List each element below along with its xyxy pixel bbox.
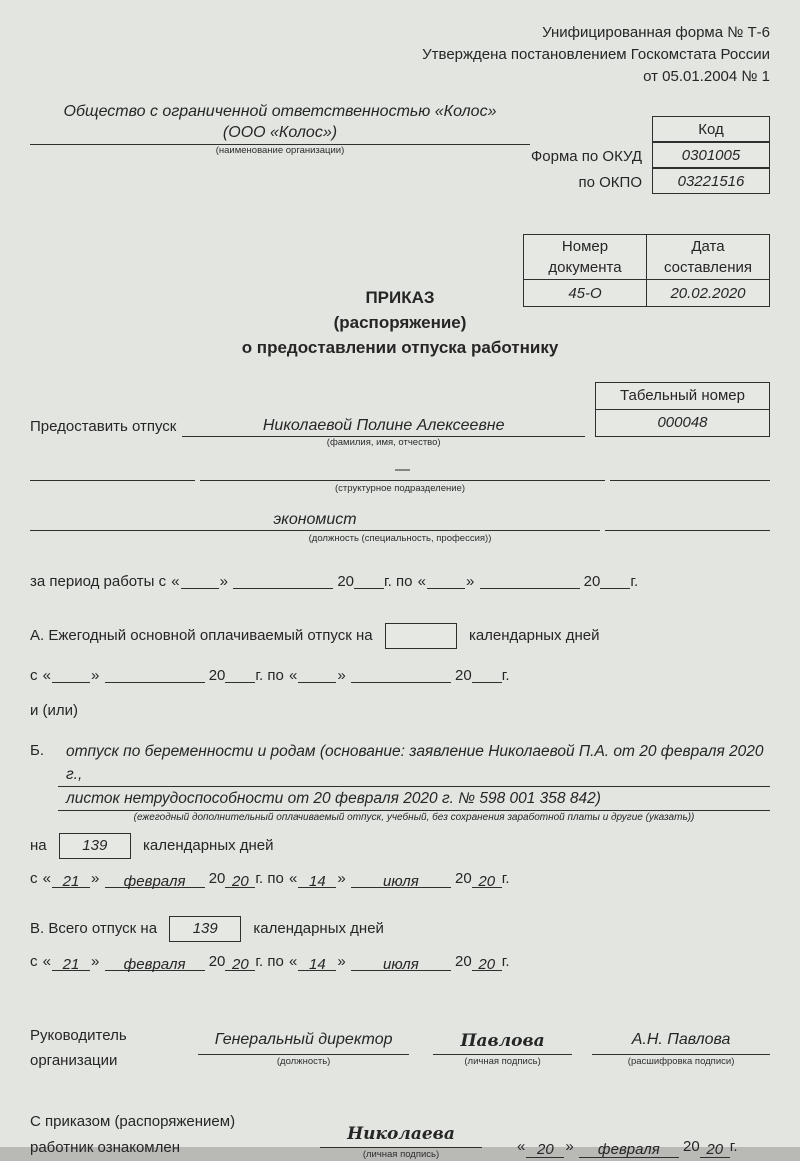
organization-short-name: (ООО «Колос»): [30, 122, 530, 145]
acknowledgement-label: [30, 1109, 282, 1161]
na-label: на: [30, 836, 47, 854]
month-blank: [233, 572, 333, 589]
section-b-days-box: 139: [59, 833, 131, 859]
form-header: [30, 22, 770, 88]
subdivision-line: [30, 461, 770, 481]
year-suffix: г.: [501, 870, 510, 887]
acknowledgement-label-line: работник ознакомлен: [30, 1139, 180, 1156]
section-b: [30, 740, 770, 823]
signature-row: [30, 1023, 770, 1073]
position-signature-field: [198, 1031, 409, 1073]
leader-position-caption: (должность): [276, 1056, 331, 1067]
employee-signature-value: Николаева: [320, 1124, 482, 1148]
quote-close: »: [91, 667, 100, 684]
month-blank: [105, 666, 205, 683]
position-line-segment: [605, 511, 770, 531]
employee-signature-caption: (личная подпись): [362, 1149, 440, 1160]
section-b-days-label: календарных дней: [142, 836, 274, 854]
personnel-number-value: 000048: [596, 410, 770, 437]
code-header-cell: Код: [652, 116, 770, 142]
title-line-2: (распоряжение): [333, 313, 467, 332]
grant-vacation-label: Предоставить отпуск: [30, 418, 177, 435]
from-label: с: [30, 870, 38, 887]
okpo-value-cell: 03221516: [652, 168, 770, 194]
day-to-value: 14: [298, 954, 336, 971]
year-blank: [600, 572, 630, 589]
leader-position-value: Генеральный директор: [198, 1031, 409, 1055]
to-label: г. по: [384, 573, 413, 590]
signature-name-field: [592, 1031, 770, 1073]
quote-close: »: [565, 1138, 574, 1155]
month-blank: [351, 666, 451, 683]
subdivision-section: [30, 461, 770, 495]
section-a-line: [30, 623, 770, 649]
quote-open: «: [289, 953, 298, 970]
from-label: с: [30, 667, 38, 684]
doc-date-header: Дата составления: [647, 235, 770, 280]
acknowledgement-label-line: С приказом (распоряжением): [30, 1113, 236, 1130]
okud-code-block: [531, 117, 770, 195]
leader-signature-caption: (личная подпись): [464, 1056, 541, 1067]
organization-name-caption: (наименование организации): [215, 145, 345, 156]
okud-value-cell: 0301005: [652, 142, 770, 168]
section-v-text: В. Всего отпуск на: [30, 919, 158, 937]
day-blank: [181, 572, 219, 589]
okud-label: Форма по ОКУД: [530, 147, 642, 165]
acknowledgement-row: [30, 1109, 770, 1161]
section-a-dates-line: [30, 665, 770, 687]
year-blank: [225, 666, 255, 683]
section-b-days-line: [30, 833, 770, 859]
year-suffix: г.: [630, 573, 639, 590]
year-suffix: г.: [501, 953, 510, 970]
section-b-letter: Б.: [30, 742, 45, 759]
year-prefix: 20: [455, 667, 472, 684]
and-or-line: и (или): [30, 702, 79, 719]
quote-open: «: [517, 1138, 526, 1155]
section-b-body: [58, 740, 770, 823]
year-to-value: 20: [472, 954, 502, 971]
year-prefix: 20: [208, 953, 226, 970]
quote-open: «: [171, 573, 180, 590]
position-section: [30, 511, 770, 545]
day-from-value: 21: [52, 954, 90, 971]
year-prefix: 20: [455, 870, 472, 887]
doc-number-header: Номер документа: [524, 235, 647, 280]
position-value: экономист: [30, 511, 600, 531]
organization-name-block: [30, 101, 530, 157]
section-b-dates-line: [30, 868, 770, 890]
subdivision-dash-segment: —: [200, 461, 605, 481]
quote-close: »: [465, 573, 475, 590]
month-blank: [480, 572, 580, 589]
employee-name-caption: (фамилия, имя, отчество): [326, 437, 441, 448]
leader-signature-value: Павлова: [433, 1031, 572, 1055]
leader-label: [30, 1023, 196, 1073]
organization-name: Общество с ограниченной ответственностью «Колос»: [63, 103, 497, 120]
year-from-value: 20: [225, 954, 255, 971]
form-header-line: Утверждена постановлением Госкомстата России: [422, 46, 770, 63]
day-to-value: 14: [298, 871, 336, 888]
title-line-3: о предоставлении отпуска работнику: [241, 338, 559, 357]
title-line-1: ПРИКАЗ: [365, 288, 435, 307]
doc-date-value: 20.02.2020: [647, 280, 770, 307]
section-a-text: А. Ежегодный основной оплачиваемый отпуск на: [30, 626, 373, 644]
work-period-label: за период работы с: [30, 573, 167, 590]
ack-year-value: 20: [700, 1141, 730, 1158]
document-title: [30, 285, 770, 360]
quote-open: «: [289, 667, 298, 684]
year-from-value: 20: [225, 871, 255, 888]
organization-section: [30, 101, 770, 197]
leader-label-line: Руководитель: [30, 1027, 127, 1044]
okpo-label: по ОКПО: [578, 173, 642, 191]
quote-open: «: [417, 573, 426, 590]
quote-open: «: [42, 953, 52, 970]
from-label: с: [30, 953, 38, 970]
subdivision-caption: (структурное подразделение): [335, 483, 465, 494]
employee-signature-field: [320, 1124, 482, 1161]
section-b-line-1: отпуск по беременности и родам (основание: заявление Николаевой П.А. от 20 февраля 2020 г.,: [58, 740, 770, 787]
employee-name-value: Николаевой Полине Алексеевне: [182, 417, 585, 437]
doc-number-value: 45-О: [524, 280, 647, 307]
year-prefix: 20: [208, 870, 226, 887]
month-to-value: июля: [351, 954, 451, 971]
leader-name-value: А.Н. Павлова: [592, 1031, 770, 1055]
acknowledgement-date: [516, 1138, 738, 1161]
subdivision-line-segment: [30, 461, 195, 481]
quote-close: »: [337, 870, 346, 887]
month-from-value: февраля: [105, 954, 205, 971]
year-suffix: г.: [729, 1138, 738, 1155]
year-blank: [354, 572, 384, 589]
year-prefix: 20: [208, 667, 226, 684]
quote-close: »: [337, 953, 346, 970]
year-prefix: 20: [337, 573, 355, 590]
section-v-days-label: календарных дней: [253, 919, 384, 937]
position-line: [30, 511, 770, 531]
section-a-days-box: [385, 623, 457, 649]
day-blank: [298, 666, 336, 683]
form-header-line: Унифицированная форма № Т-6: [542, 24, 770, 41]
employee-name-field: [182, 417, 585, 448]
section-a-days-label: календарных дней: [468, 626, 600, 644]
month-to-value: июля: [351, 871, 451, 888]
year-prefix: 20: [583, 573, 601, 590]
work-period-line: [30, 571, 770, 593]
ack-day-value: 20: [526, 1141, 564, 1158]
year-blank: [472, 666, 502, 683]
personal-signature-field: [433, 1031, 572, 1073]
position-caption: (должность (специальность, профессия)): [308, 533, 492, 544]
quote-open: «: [42, 870, 52, 887]
quote-close: »: [337, 667, 346, 684]
leader-label-line: организации: [30, 1052, 118, 1069]
quote-open: «: [42, 667, 52, 684]
personnel-number-table: [595, 382, 770, 437]
ack-month-value: февраля: [579, 1141, 679, 1158]
quote-open: «: [289, 870, 298, 887]
quote-close: »: [91, 953, 100, 970]
employee-row: [30, 382, 770, 448]
year-prefix: 20: [683, 1138, 700, 1155]
section-v-line: [30, 916, 770, 942]
month-from-value: февраля: [105, 871, 205, 888]
section-v-dates-line: [30, 951, 770, 973]
day-blank: [52, 666, 90, 683]
to-label: г. по: [255, 667, 284, 684]
section-v-days-box: 139: [169, 916, 241, 942]
year-to-value: 20: [472, 871, 502, 888]
quote-close: »: [219, 573, 228, 590]
okud-spacer: [531, 117, 652, 143]
section-b-line-2: листок нетрудоспособности от 20 февраля 2020 г. № 598 001 358 842): [58, 787, 770, 811]
to-label: г. по: [255, 870, 284, 887]
year-suffix: г.: [501, 667, 510, 684]
personnel-number-header: Табельный номер: [596, 383, 770, 410]
subdivision-line-segment: [610, 461, 770, 481]
quote-close: »: [91, 870, 100, 887]
day-from-value: 21: [52, 871, 90, 888]
leader-name-caption: (расшифровка подписи): [627, 1056, 735, 1067]
year-prefix: 20: [455, 953, 472, 970]
section-b-caption: (ежегодный дополнительный оплачиваемый отпуск, учебный, без сохранения заработной платы и другие (указать)): [133, 812, 695, 823]
form-header-line: от 05.01.2004 № 1: [643, 68, 770, 85]
to-label: г. по: [255, 953, 284, 970]
day-blank: [427, 572, 465, 589]
